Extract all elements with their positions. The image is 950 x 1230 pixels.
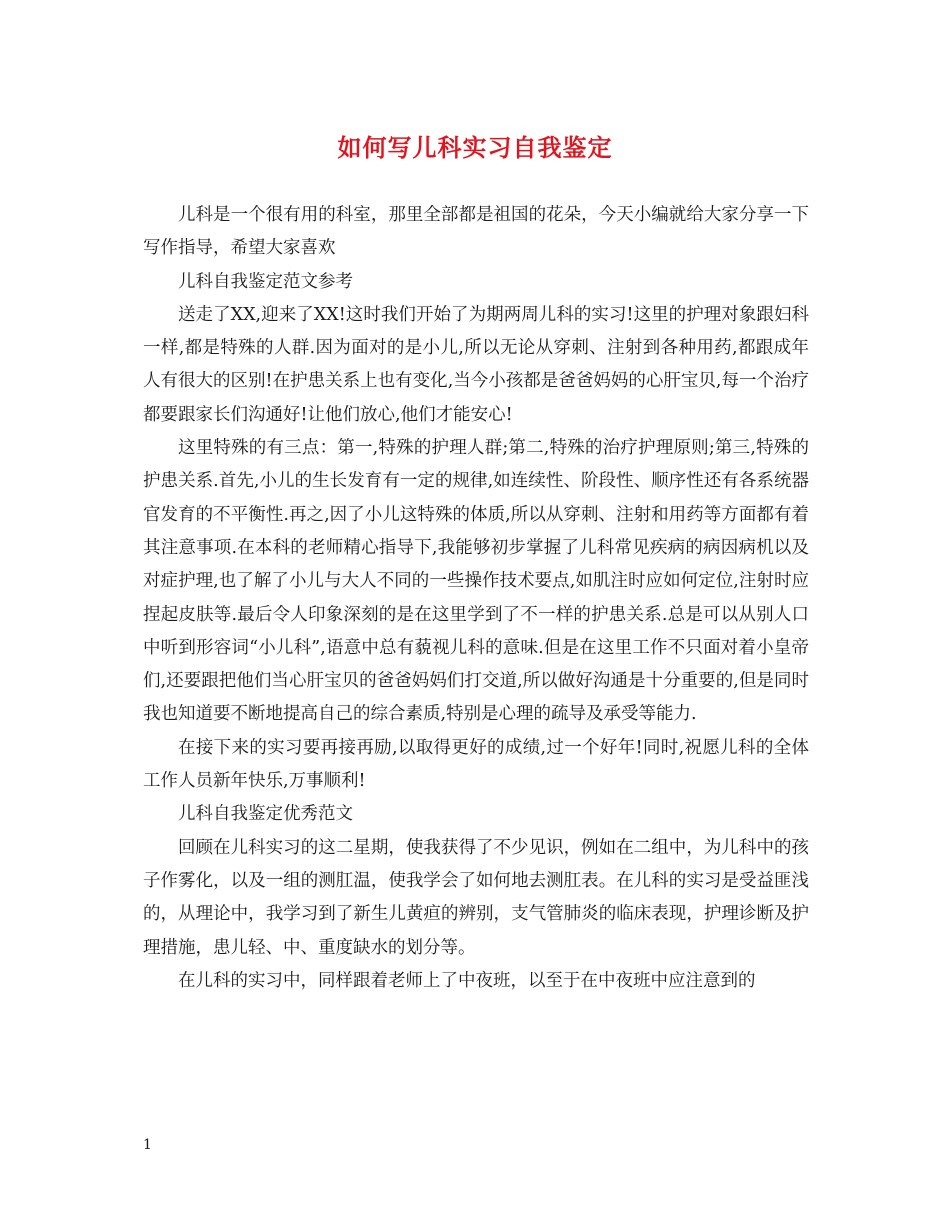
paragraph: 回顾在儿科实习的这二星期，使我获得了不少见识，例如在二组中，为儿科中的孩子作雾化，以及一组的测肛温，使我学会了如何地去测肛表。在儿科的实习是受益匪浅的，从理论中，我学习到了新生儿黄疸的辨别，支气管肺炎的临床表现，护理诊断及护理措施，患儿轻、中、重度缺水的划分等。 — [143, 837, 809, 958]
document-body — [143, 199, 809, 998]
document-title: 如何写儿科实习自我鉴定 — [337, 133, 613, 162]
section-heading-reference: 儿科自我鉴定范文参考 — [178, 271, 353, 292]
paragraph-intro: 儿科是一个很有用的科室，那里全部都是祖国的花朵，今天小编就给大家分享一下写作指导，希望大家喜欢 — [143, 205, 809, 259]
section-heading-excellent: 儿科自我鉴定优秀范文 — [178, 804, 353, 825]
paragraph: 在接下来的实习要再接再励,以取得更好的成绩,过一个好年!同时,祝愿儿科的全体工作人员新年快乐,万事顺利! — [143, 737, 809, 792]
paragraph: 送走了XX,迎来了XX!这时我们开始了为期两周儿科的实习!这里的护理对象跟妇科一样,都是特殊的人群.因为面对的是小儿,所以无论从穿刺、注射到各种用药,都跟成年人有很大的区别!在护患关系上也有变化,当今小孩都是爸爸妈妈的心肝宝贝,每一个治疗都要跟家长们沟通好!让他们放心,他们才能安心! — [143, 304, 809, 425]
paragraph: 在儿科的实习中，同样跟着老师上了中夜班，以至于在中夜班中应注意到的 — [178, 970, 756, 991]
page-number: 1 — [143, 1137, 152, 1153]
paragraph: 这里特殊的有三点：第一,特殊的护理人群;第二,特殊的治疗护理原则;第三,特殊的护患关系.首先,小儿的生长发育有一定的规律,如连续性、阶段性、顺序性还有各系统器官发育的不平衡性.再之,因了小儿这特殊的体质,所以从穿刺、注射和用药等方面都有着其注意事项.在本科的老师精心指导下,我能够初步掌握了儿科常见疾病的病因病机以及对症护理,也了解了小儿与大人不同的一些操作技术要点,如肌注时应如何定位,注射时应捏起皮肤等.最后令人印象深刻的是在这里学到了不一样的护患关系.总是可以从别人口中听到形容词“小儿科”,语意中总有藐视儿科的意味.但是在这里工作不只面对着小皇帝们,还要跟把他们当心肝宝贝的爸爸妈妈们打交道,所以做好沟通是十分重要的,但是同时我也知道要不断地提高自己的综合素质,特别是心理的疏导及承受等能力. — [143, 438, 809, 725]
